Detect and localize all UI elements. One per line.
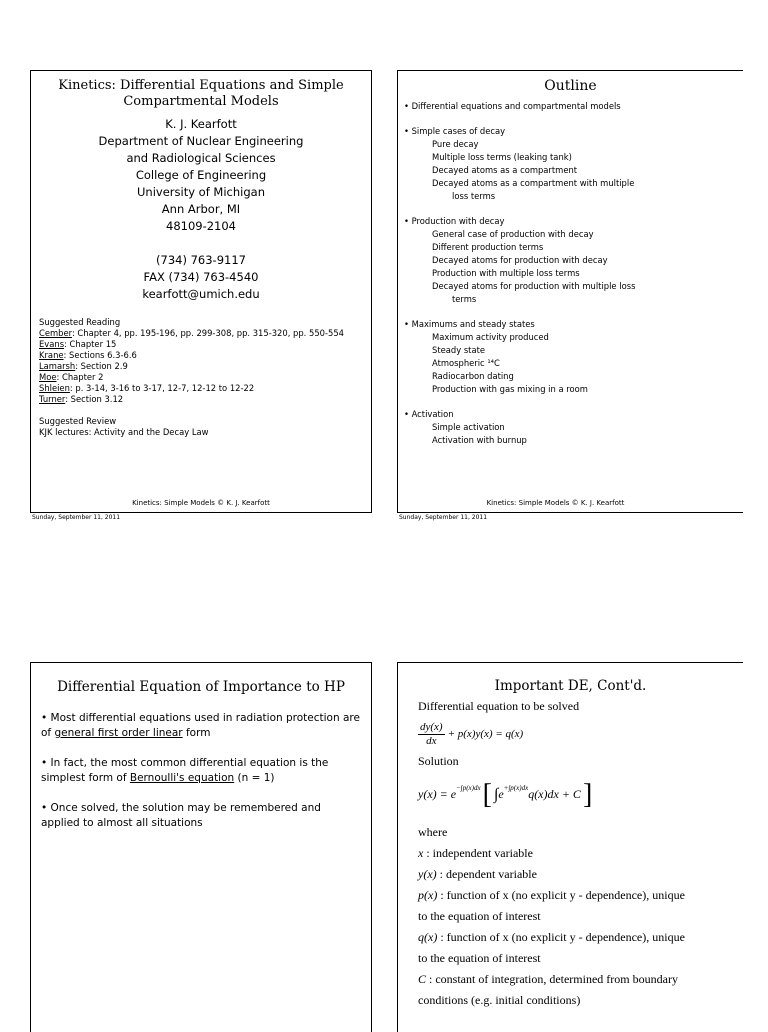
author: K. J. Kearfott bbox=[165, 117, 237, 131]
slide-title bbox=[30, 70, 372, 513]
slide1-date: Sunday, September 11, 2011 bbox=[32, 514, 121, 521]
outline-item: Production with multiple loss terms bbox=[432, 268, 580, 278]
outline-item: Steady state bbox=[432, 345, 486, 355]
phone: (734) 763-9117 bbox=[156, 253, 246, 267]
definition: C : constant of integration, determined from boundary bbox=[418, 972, 678, 986]
reading-item: Krane: Sections 6.3-6.6 bbox=[39, 350, 137, 360]
outline-item: Maximum activity produced bbox=[432, 332, 549, 342]
outline-item: Multiple loss terms (leaking tank) bbox=[432, 152, 572, 162]
outline-section: • Differential equations and compartmental models bbox=[404, 101, 621, 111]
outline-item: Decayed atoms as a compartment bbox=[432, 165, 578, 175]
outline-item: Atmospheric ¹⁴C bbox=[432, 358, 500, 368]
differential-equation: dy(x) dx + p(x)y(x) = q(x) bbox=[420, 720, 524, 747]
outline-item: Decayed atoms for production with multiple loss bbox=[432, 281, 636, 291]
reading-heading: Suggested Reading bbox=[39, 317, 121, 327]
outline-item: General case of production with decay bbox=[432, 229, 594, 239]
outline-item: Simple activation bbox=[432, 422, 505, 432]
outline-section: • Production with decay bbox=[404, 216, 505, 226]
slide1-title: Kinetics: Differential Equations and Simple Compartmental Models bbox=[58, 78, 344, 109]
slide4-title: Important DE, Cont'd. bbox=[494, 678, 647, 694]
definition: conditions (e.g. initial conditions) bbox=[418, 993, 581, 1007]
zip: 48109-2104 bbox=[166, 219, 236, 233]
reading-list bbox=[39, 317, 363, 438]
email: kearfott@umich.edu bbox=[142, 287, 260, 301]
reading-item: Moe: Chapter 2 bbox=[39, 372, 104, 382]
link-general-first-order-linear: general first order linear bbox=[54, 727, 183, 739]
outline-item: Activation with burnup bbox=[432, 435, 527, 445]
city: Ann Arbor, MI bbox=[161, 202, 241, 216]
outline-section: • Maximums and steady states bbox=[404, 319, 535, 329]
outline-item: loss terms bbox=[452, 191, 496, 201]
definition: y(x) : dependent variable bbox=[418, 867, 537, 881]
reading-item: Turner: Section 3.12 bbox=[39, 394, 124, 404]
outline-section: • Simple cases of decay bbox=[404, 126, 506, 136]
slide2-footer: Kinetics: Simple Models © K. J. Kearfott bbox=[486, 499, 625, 507]
solution-label: Solution bbox=[418, 754, 459, 768]
reading-item: Cember: Chapter 4, pp. 195-196, pp. 299-308, pp. 315-320, pp. 550-554 bbox=[39, 328, 344, 338]
outline-item: Different production terms bbox=[432, 242, 544, 252]
outline-section: • Activation bbox=[404, 409, 454, 419]
slide-de-importance bbox=[30, 662, 372, 1032]
dept-line2: and Radiological Sciences bbox=[126, 151, 276, 165]
bullet-1: • Most differential equations used in radiation protection are of general first order linear form bbox=[41, 712, 360, 739]
reading-item: Lamarsh: Section 2.9 bbox=[39, 361, 128, 371]
slide2-title: Outline bbox=[544, 78, 597, 94]
definition: x : independent variable bbox=[418, 846, 533, 860]
review-item: KJK lectures: Activity and the Decay Law bbox=[39, 427, 209, 437]
definition: p(x) : function of x (no explicit y - dependence), unique bbox=[418, 888, 685, 902]
slide3-title: Differential Equation of Importance to HP bbox=[57, 679, 345, 695]
definition: to the equation of interest bbox=[418, 909, 541, 923]
outline-item: Production with gas mixing in a room bbox=[432, 384, 588, 394]
definition: to the equation of interest bbox=[418, 951, 541, 965]
college: College of Engineering bbox=[135, 168, 267, 182]
dept-line1: Department of Nuclear Engineering bbox=[98, 134, 304, 148]
solution-equation: y(x) = e $^{-\int p(x)dx}$ [ ∫ e $^{+\int p(x)dx}$ q(x)dx + C ] bbox=[418, 778, 593, 810]
outline-item: Radiocarbon dating bbox=[432, 371, 514, 381]
outline-item: Decayed atoms for production with decay bbox=[432, 255, 608, 265]
bullet-2: • In fact, the most common differential equation is the simplest form of Bernoulli's equation (n = 1) bbox=[41, 757, 329, 784]
outline-list bbox=[398, 100, 743, 447]
reading-item: Evans: Chapter 15 bbox=[39, 339, 117, 349]
where-label: where bbox=[418, 825, 448, 839]
bullet-3: • Once solved, the solution may be remembered and applied to almost all situations bbox=[41, 802, 321, 829]
slide-important-de bbox=[397, 662, 743, 1032]
slide2-date: Sunday, September 11, 2011 bbox=[399, 514, 488, 521]
outline-item: Decayed atoms as a compartment with multiple bbox=[432, 178, 635, 188]
slide-outline bbox=[397, 70, 743, 513]
fax: FAX (734) 763-4540 bbox=[143, 270, 259, 284]
definition: q(x) : function of x (no explicit y - dependence), unique bbox=[418, 930, 685, 944]
outline-item: Pure decay bbox=[432, 139, 479, 149]
outline-item: terms bbox=[452, 294, 477, 304]
reading-item: Shleien: p. 3-14, 3-16 to 3-17, 12-7, 12-12 to 12-22 bbox=[39, 383, 255, 393]
review-heading: Suggested Review bbox=[39, 416, 117, 426]
link-bernoullis-equation: Bernoulli's equation bbox=[129, 772, 235, 784]
de-intro: Differential equation to be solved bbox=[418, 699, 580, 713]
slide1-footer: Kinetics: Simple Models © K. J. Kearfott bbox=[132, 499, 270, 507]
university: University of Michigan bbox=[137, 185, 265, 199]
